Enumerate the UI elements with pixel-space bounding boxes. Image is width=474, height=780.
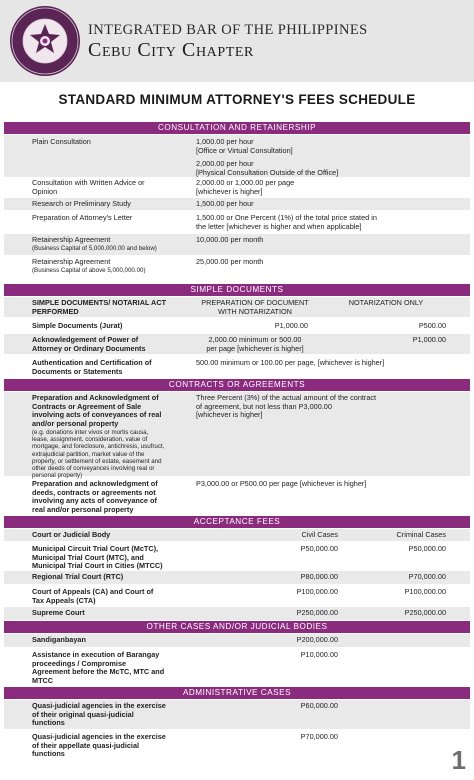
row-label: Supreme Court: [32, 608, 85, 617]
page-number: 1: [451, 745, 466, 775]
row-rtc: [4, 571, 470, 584]
row-value: P60,000.00: [300, 701, 338, 710]
row-label: and/or personal property: [32, 418, 119, 428]
row-mtc: [4, 544, 470, 570]
letterhead: [0, 0, 474, 82]
row-value: per page [whichever is higher]: [206, 343, 304, 353]
column-header: Civil Cases: [301, 530, 338, 539]
row-supreme-court: [4, 607, 470, 620]
row-value: P200,000.00: [296, 635, 338, 644]
row-value: 2,000.00 minimum or 500.00: [208, 335, 302, 344]
section-header-other-cases: OTHER CASES AND/OR JUDICIAL BODIES: [4, 621, 470, 633]
row-label: involving acts of conveyances of real: [32, 410, 162, 420]
acceptance-column-headers: [4, 529, 470, 541]
row-value: P70,000.00: [300, 732, 338, 741]
row-value: Three Percent (3%) of the actual amount of the contract: [196, 393, 377, 402]
column-header: NOTARIZATION ONLY: [348, 298, 424, 307]
row-label: of their original quasi-judicial: [32, 709, 134, 719]
row-label-sub: lease, assignment, consideration, value of: [32, 436, 148, 444]
simple-column-headers: [4, 297, 470, 317]
row-label: Regional Trial Court (RTC): [32, 572, 124, 581]
section-header-acceptance: ACCEPTANCE FEES: [4, 516, 470, 528]
row-label-sub: property, or settlement of estate, easement and: [32, 457, 162, 465]
row-authentication: [4, 357, 470, 377]
row-label: Plain Consultation: [32, 137, 91, 146]
row-sandiganbayan: [4, 634, 470, 647]
section-header-administrative: ADMINISTRATIVE CASES: [4, 687, 470, 699]
row-label: involving any acts of conveyance of: [32, 496, 157, 506]
row-label: Agreement before the McTC, MTC and: [32, 667, 165, 677]
row-value: P1,000.00: [412, 335, 446, 344]
row-acknowledgement: [4, 334, 470, 354]
row-label: Retainership Agreement: [32, 257, 111, 266]
column-header: PREPARATION OF DOCUMENT: [201, 298, 309, 307]
chapter-name: Cebu City Chapter: [88, 39, 254, 61]
row-value: P100,000.00: [296, 587, 338, 596]
row-contracts-non-conveyance: [4, 479, 470, 515]
row-value: 1,500.00 or One Percent (1%) of the total price stated in: [196, 213, 377, 222]
row-value: 25,000.00 per month: [196, 257, 264, 266]
section-header-consultation: CONSULTATION AND RETAINERSHIP: [4, 122, 470, 134]
row-label: functions: [32, 749, 65, 759]
row-value: P50,000.00: [408, 544, 446, 553]
row-label: Municipal Trial Court (MTC), and: [32, 552, 144, 562]
column-header: PERFORMED: [32, 306, 79, 316]
row-value: P70,000.00: [408, 572, 446, 581]
row-value-note: the letter [whichever is higher and when applicable]: [196, 221, 362, 231]
row-contracts-conveyance: [4, 392, 470, 480]
row-ca-cta: [4, 587, 470, 606]
row-value: P500.00: [418, 321, 446, 330]
row-label-sub: (e.g. donations inter vivos or mortis causa,: [32, 429, 149, 436]
row-value: 1,000.00 per hour: [196, 137, 254, 146]
row-label: MTCC: [32, 675, 54, 685]
row-research: [4, 198, 470, 210]
row-value-note: [Office or Virtual Consultation]: [196, 145, 293, 155]
row-label: Attorney or Ordinary Documents: [32, 343, 146, 353]
row-label: Court of Appeals (CA) and Court of: [32, 587, 154, 596]
row-value: [whichever is higher]: [196, 410, 263, 420]
row-value: 500.00 minimum or 100.00 per page, [whichever is higher]: [196, 358, 385, 367]
row-value: P1,000.00: [274, 321, 308, 330]
page-title: STANDARD MINIMUM ATTORNEY'S FEES SCHEDULE: [58, 92, 416, 107]
row-value-note: [whichever is higher]: [196, 186, 263, 196]
column-header: Criminal Cases: [396, 530, 446, 539]
row-jurat: [4, 320, 470, 332]
row-label-sub: mortgage, and foreclosure, antichresis, usufruct,: [32, 443, 165, 451]
column-header: SIMPLE DOCUMENTS/ NOTARIAL ACT: [32, 298, 167, 307]
column-header: Court or Judicial Body: [32, 530, 111, 539]
row-barangay: [4, 650, 470, 686]
row-label: Sandiganbayan: [32, 635, 86, 644]
row-value: P250,000.00: [296, 608, 338, 617]
row-label: Preparation and Acknowledgment of: [32, 393, 159, 402]
row-value: P3,000.00 or P500.00 per page [whichever is higher]: [196, 479, 367, 488]
row-label: Municipal Trial Court in Cities (MTCC): [32, 561, 163, 571]
row-label: proceedings / Compromise: [32, 658, 127, 668]
row-label-sub: extrajudicial partition, market value of the: [32, 450, 145, 458]
row-label: Authentication and Certification of: [32, 358, 152, 367]
row-value: 2,000.00 per hour: [196, 159, 254, 169]
section-header-contracts: CONTRACTS OR AGREEMENTS: [4, 379, 470, 391]
row-label: Quasi-judicial agencies in the exercise: [32, 732, 166, 741]
row-value: 2,000.00 or 1,000.00 per page: [196, 178, 295, 187]
row-value: 1,500.00 per hour: [196, 199, 254, 208]
row-value: 10,000.00 per month: [196, 235, 264, 244]
row-label: deeds, contracts or agreements not: [32, 487, 156, 497]
row-plain-consultation: [4, 135, 470, 177]
row-label-sub: (Business Capital of above 5,000,000.00): [32, 266, 146, 274]
row-attorney-letter: [4, 213, 470, 233]
row-value: P80,000.00: [300, 572, 338, 581]
row-label: Municipal Circuit Trial Court (McTC),: [32, 544, 159, 553]
row-value: P100,000.00: [404, 587, 446, 596]
row-label: Consultation with Written Advice or: [32, 178, 145, 187]
row-label: Tax Appeals (CTA): [32, 595, 96, 605]
row-label: Simple Documents (Jurat): [32, 321, 123, 330]
row-label: Acknowledgement of Power of: [32, 335, 139, 344]
row-value: P50,000.00: [300, 544, 338, 553]
row-label-sub: other deeds of conveyances involving real or: [32, 465, 155, 473]
row-label: real and/or personal property: [32, 504, 134, 514]
column-header: WITH NOTARIZATION: [218, 306, 292, 316]
row-label: Retainership Agreement: [32, 235, 111, 244]
row-written-advice: [4, 179, 470, 197]
row-retainership-1: [4, 234, 470, 255]
row-value-note: [Physical Consultation Outside of the Office]: [196, 167, 339, 177]
row-value: of agreement, but not less than P3,000.00: [196, 401, 332, 411]
row-label: Research or Preliminary Study: [32, 199, 131, 208]
row-value: P10,000.00: [300, 650, 338, 659]
row-label-sub: personal property): [32, 472, 83, 480]
row-label: Quasi-judicial agencies in the exercise: [32, 701, 166, 710]
row-quasi-judicial-appellate: [4, 732, 470, 762]
row-label: Assistance in execution of Barangay: [32, 650, 160, 659]
section-header-simple-documents: SIMPLE DOCUMENTS: [4, 284, 470, 296]
row-label: functions: [32, 718, 65, 728]
row-label-sub: (Business Capital of 5,000,000.00 and below): [32, 244, 157, 252]
row-label: Contracts or Agreement of Sale: [32, 401, 142, 411]
row-label: of their appellate quasi-judicial: [32, 740, 140, 750]
row-quasi-judicial-original: [4, 700, 470, 729]
row-label: Documents or Statements: [32, 366, 123, 376]
ibp-seal-logo: [8, 4, 82, 78]
row-label: Preparation of Attorney's Letter: [32, 213, 133, 222]
organization-name: INTEGRATED BAR OF THE PHILIPPINES: [88, 22, 368, 38]
row-value: P250,000.00: [404, 608, 446, 617]
row-label: Opinion: [32, 186, 58, 196]
row-retainership-2: [4, 257, 470, 277]
row-label: Preparation and acknowledgment of: [32, 479, 158, 488]
